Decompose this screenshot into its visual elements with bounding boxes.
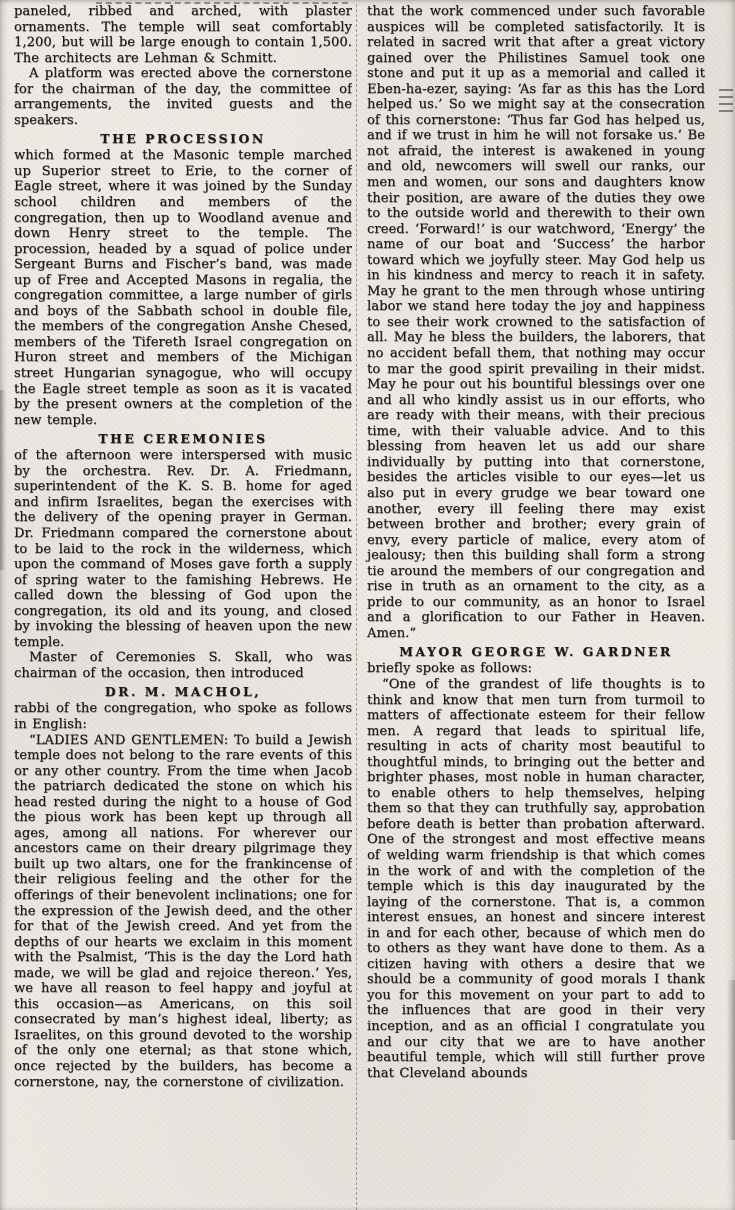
- column-divider-rule: [356, 4, 357, 1210]
- article-paragraph: “One of the grandest of life thoughts is to think and know that men turn from turmoil to matters of affectionate esteem for their fellow men. A regard that leads to spiritual life, resulting in acts of charity most beautiful to thoughtful minds, to bringing out the better and brighter phases, most noble in human character, to enable others to help themselves, helping them so that they can truthfully say, approbation before death is better than probation afterward. One of the strongest and most effective means of welding warm friendship is that which comes in the work of and with the completion of the temple which is this day inaugurated by the laying of the cornerstone. That is, a common interest ensues, an honest and sincere interest in and for each other, because of which men do to others as they want have done to them. As a citizen having with others a desire that we should be a community of good morals I thank you for this movement on your part to add to the influences that are good in their very inception, and as an official I congratulate you and our city that we are to have another beautiful temple, which will still further prove that Cleveland abounds: [367, 676, 705, 1081]
- section-heading: MAYOR GEORGE W. GARDNER: [399, 644, 673, 660]
- article-paragraph: Master of Ceremonies S. Skall, who was chairman of the occasion, then introduced: [14, 650, 352, 681]
- scan-smudge: [0, 390, 6, 570]
- article-paragraph: rabbi of the congregation, who spoke as follows in English:: [14, 701, 352, 732]
- article-column-right: [362, 4, 705, 1210]
- article-paragraph: which formed at the Masonic temple marched up Superior street to Erie, to the corner of Eagle street, where it was joined by the Sunday school children and members of the congregation, then up to Woodland avenue and down Henry street to the temple. The procession, headed by a squad of police under Sergeant Burns and Fischer’s band, was made up of Free and Accepted Masons in regalia, the congregation committee, a large number of girls and boys of the Sabbath school in double file, the members of the congregation Anshe Chesed, members of the Tifereth Israel congregation on Huron street and members of the Michigan street Hungarian synagogue, who will occupy the Eagle street temple as soon as it is vacated by the present owners at the completion of the new temple.: [14, 148, 352, 428]
- article-paragraph: briefly spoke as follows:: [367, 661, 532, 677]
- article-paragraph: paneled, ribbed and arched, with plaster ornaments. The temple will seat comfortably 1,200, but will be large enough to contain 1,500. The architects are Lehman & Schmitt.: [14, 4, 352, 66]
- section-heading: THE CEREMONIES: [98, 431, 268, 447]
- article-paragraph: A platform was erected above the cornerstone for the chairman of the day, the committee of arrangements, the invited guests and the speakers.: [14, 66, 352, 128]
- section-heading: DR. M. MACHOL,: [104, 684, 262, 700]
- article-paragraph: “LADIES AND GENTLEMEN: To build a Jewish temple does not belong to the rare events of this or any other country. From the time when Jacob the patriarch dedicated the stone on which his head rested during the night to a house of God the pious work has been kept up through all ages, among all nations. For wherever our ancestors came on their dreary pilgrimage they built up two altars, one for the frankincense of their religious feeling and the other for the offerings of their benevolent inclinations; one for the expression of the Jewish deed, and the other for that of the Jewish creed. And yet from the depths of our hearts we exclaim in this moment with the Psalmist, ‘This is the day the Lord hath made, we will be glad and rejoice thereon.’ Yes, we have all reason to feel happy and joyful at this occasion—as Americans, on this soil consecrated by man’s highest ideal, liberty; as Israelites, on this ground devoted to the worship of the only one eternal; as that stone which, once rejected by the builders, has become a cornerstone, nay, the cornerstone of civilization.: [14, 732, 352, 1090]
- article-paragraph: that the work commenced under such favorable auspices will be completed satisfactorily. It is related in sacred writ that after a great victory gained over the Philistines Samuel took one stone and put it up as a memorial and called it Eben-ha-ezer, saying: ‘As far as this has the Lord helped us.’ So we might say at the consecration of this cornerstone: ‘Thus far God has helped us, and if we trust in him he will not forsake us.’ Be not afraid, the interest is awakened in young and old, newcomers will swell our ranks, our men and women, our sons and daughters know their position, are aware of the duties they owe to the outside world and therewith to their own creed. ‘Forward!’ is our watchword, ‘Energy’ the name of our boat and ‘Success’ the harbor toward which we joyfully steer. May God help us in his kindness and mercy to reach it in safety. May he grant to the men through whose untiring labor we stand here today the joy and happiness to see their work crowned to the satisfaction of all. May he bless the builders, the laborers, that no accident befall them, that nothing may occur to mar the good spirit prevailing in their midst. May he pour out his bountiful blessings over one and all who kindly assist us in our efforts, who are ready with their means, with their precious time, with their valuable advice. And to this blessing from heaven let us add our share individually by putting into that cornerstone, besides the articles visible to our eyes—let us also put in every grudge we bear toward one another, every ill feeling there may exist between brother and brother; every grain of envy, every particle of malice, every atom of jealousy; then this building shall form a strong tie around the members of our congregation and rise in truth as an ornament to the city, as a pride to our community, as an honor to Israel and a glorification to our Father in Heaven. Amen.”: [367, 4, 705, 641]
- section-heading: THE PROCESSION: [100, 131, 266, 147]
- scan-smudge: [727, 980, 735, 1140]
- article-column-left: [14, 4, 352, 1210]
- article-paragraph: of the afternoon were interspersed with music by the orchestra. Rev. Dr. A. Friedmann, superintendent of the K. S. B. home for aged and infirm Israelites, began the exercises with the delivery of the opening prayer in German. Dr. Friedmann compared the cornerstone about to be laid to the rock in the wilderness, which upon the command of Moses gave forth a supply of spring water to the famishing Hebrews. He called down the blessing of God upon the congregation, its old and its young, and closed by invoking the blessing of heaven upon the new temple.: [14, 448, 352, 650]
- article-columns: [14, 4, 727, 1210]
